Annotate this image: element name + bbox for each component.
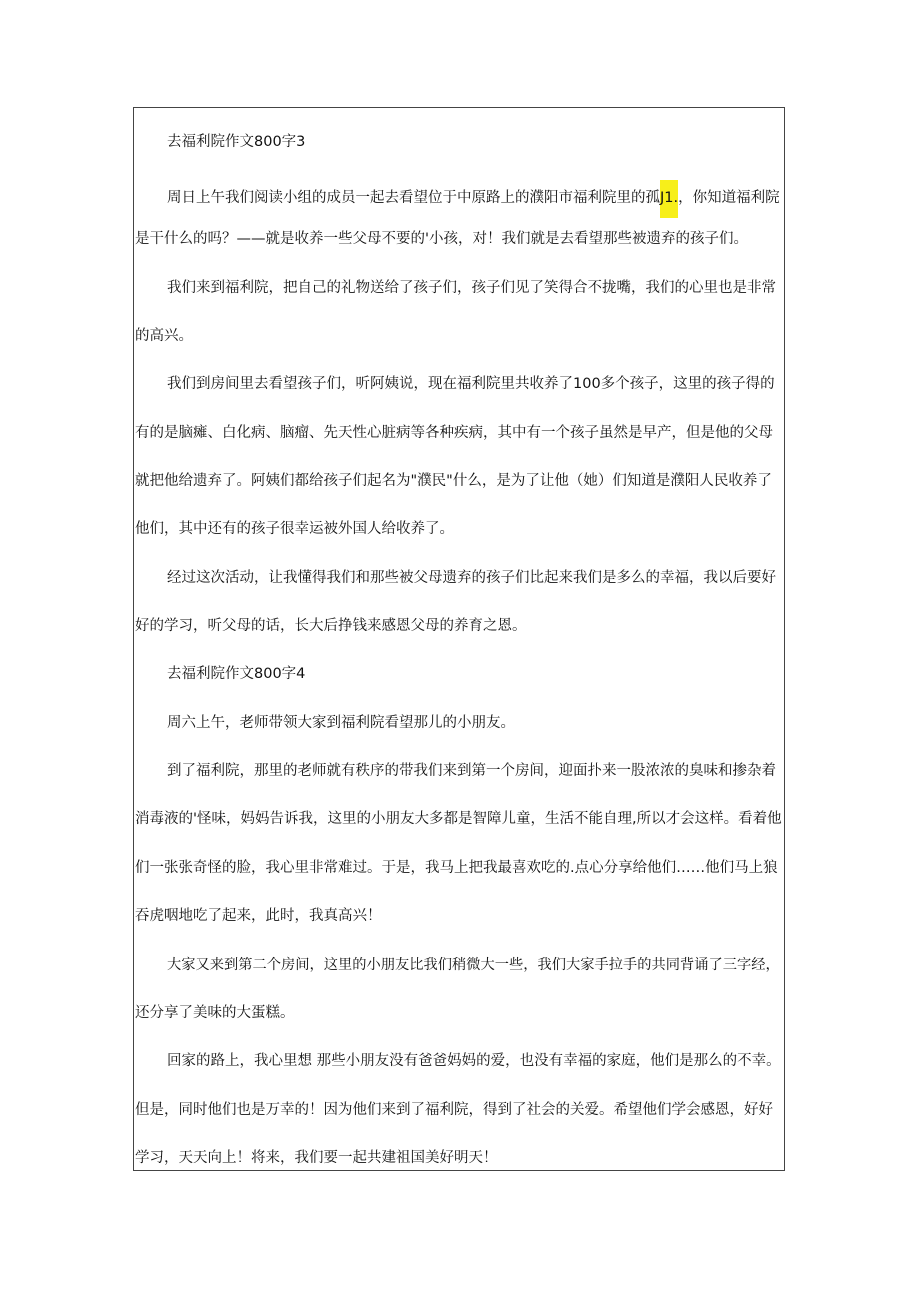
paragraph-line: 他们，其中还有的孩子很幸运被外国人给收养了。 <box>135 521 454 537</box>
paragraph-line: 好的学习，听父母的话，长大后挣钱来感恩父母的养育之恩。 <box>135 618 527 634</box>
paragraph-line: 但是，同时他们也是万幸的！因为他们来到了福利院，得到了社会的关爱。希望他们学会感恩，好好 <box>135 1102 773 1118</box>
paragraph-line: 大家又来到第二个房间，这里的小朋友比我们稍微大一些，我们大家手拉手的共同背诵了三字经， <box>167 957 780 973</box>
paragraph-line: 就把他给遗弃了。阿姨们都给孩子们起名为"濮民"什么，是为了让他（她）们知道是濮阳人民收养了 <box>135 473 772 489</box>
text-segment: ，你知道福利院 <box>678 190 780 206</box>
paragraph-line: 我们到房间里去看望孩子们，听阿姨说，现在福利院里共收养了100多个孩子，这里的孩子得的 <box>167 376 775 392</box>
highlighted-text: J1. <box>660 180 678 218</box>
paragraph-line: 吞虎咽地吃了起来，此时，我真高兴！ <box>135 908 382 924</box>
paragraph-line: 还分享了美味的大蛋糕。 <box>135 1005 295 1021</box>
paragraph-line: 消毒液的'怪味，妈妈告诉我，这里的小朋友大多都是智障儿童，生活不能自理,所以才会这样。看着他 <box>135 811 782 827</box>
paragraph-line: 我们来到福利院，把自己的礼物送给了孩子们，孩子们见了笑得合不拢嘴，我们的心里也是非常 <box>167 280 776 296</box>
paragraph-line: 们一张张奇怪的脸，我心里非常难过。于是，我马上把我最喜欢吃的.点心分享给他们……他们马上狼 <box>135 860 778 876</box>
paragraph-line: 到了福利院，那里的老师就有秩序的带我们来到第一个房间，迎面扑来一股浓浓的臭味和掺杂着 <box>167 763 776 779</box>
paragraph-line: 是干什么的吗？——就是收养一些父母不要的'小孩，对！我们就是去看望那些被遗弃的孩子们。 <box>135 231 748 247</box>
heading-essay-3: 去福利院作文800字3 <box>167 134 306 150</box>
paragraph-line <box>167 180 785 218</box>
paragraph-line: 的高兴。 <box>135 328 193 344</box>
paragraph-line: 周六上午，老师带领大家到福利院看望那儿的小朋友。 <box>167 715 515 731</box>
heading-essay-4: 去福利院作文800字4 <box>167 666 306 682</box>
paragraph-line: 有的是脑瘫、白化病、脑瘤、先天性心脏病等各种疾病，其中有一个孩子虽然是早产，但是他的父母 <box>135 425 773 441</box>
paragraph-line: 回家的路上，我心里想 那些小朋友没有爸爸妈妈的爱，也没有幸福的家庭，他们是那么的不幸。 <box>167 1053 781 1069</box>
paragraph-line: 经过这次活动，让我懂得我们和那些被父母遗弃的孩子们比起来我们是多么的幸福，我以后要好 <box>167 570 776 586</box>
paragraph-line: 学习，天天向上！将来，我们要一起共建祖国美好明天！ <box>135 1150 498 1166</box>
text-segment: 周日上午我们阅读小组的成员一起去看望位于中原路上的濮阳市福利院里的孤 <box>167 190 660 206</box>
